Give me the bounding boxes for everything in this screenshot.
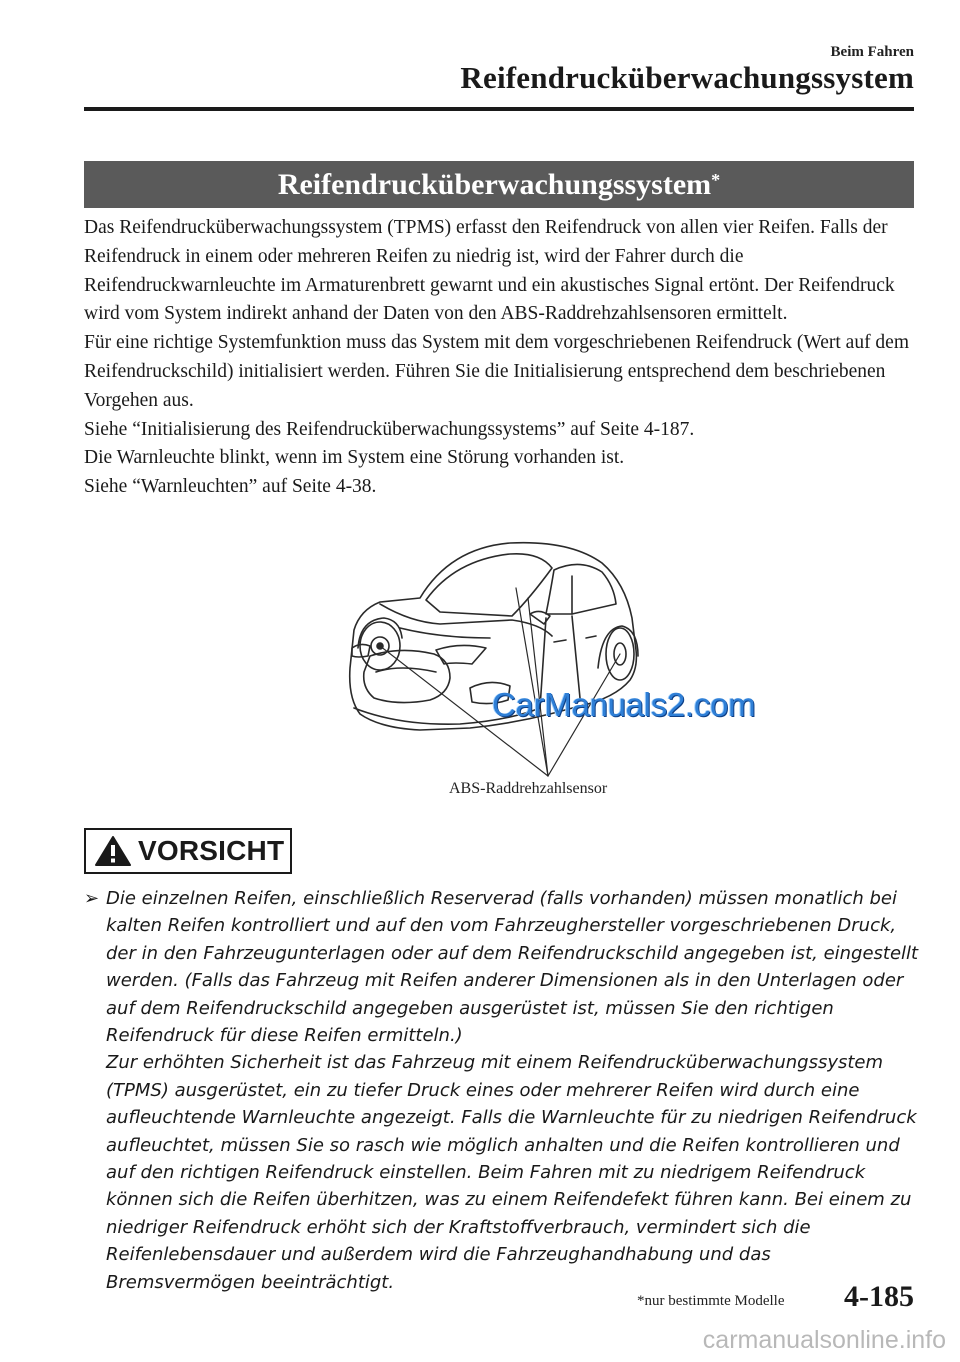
body-paragraph: Für eine richtige Systemfunktion muss das System mit dem vorgeschriebenen Reifendruck (Wert auf dem Reifendruckschild) initialisiert werden. Führen Sie die Initialisierung entsprechend dem beschriebenen Vorgehen aus. xyxy=(84,332,910,411)
caution-label: VORSICHT xyxy=(138,835,285,866)
warning-triangle-icon xyxy=(94,835,132,867)
caution-paragraph: Zur erhöhten Sicherheit ist das Fahrzeug mit einem Reifendrucküberwachungssystem (TPMS) ausgerüstet, ein zu tiefer Druck eines oder mehrerer Reifen wird durch eine aufleuchtende Warnleuchte angezeigt. Falls die Warnleuchte für zu niedrigen Reifendruck aufleuchtet, müssen Sie so rasch wie möglich anhalten und die Reifen kontrollieren und auf den richtigen Reifendruck einstellen. Beim Fahren mit zu niedrigem Reifendruck können sich die Reifen überhitzen, was zu einem Reifendefekt führen kann. Bei einem zu niedriger Reifendruck erhöht sich der Kraftstoffverbrauch, vermindert sich die Reifenlebensdauer und außerdem wird die Fahrzeughandhabung und das Bremsvermögen beeinträchtigt. xyxy=(106,1052,917,1293)
body-paragraph: Siehe “Initialisierung des Reifendrucküberwachungssystems” auf Seite 4-187. xyxy=(84,418,695,440)
body-paragraph: Siehe “Warnleuchten” auf Seite 4-38. xyxy=(84,476,377,498)
optional-marker: * xyxy=(711,170,721,190)
caution-paragraph: Die einzelnen Reifen, einschließlich Reserverad (falls vorhanden) müssen monatlich bei kalten Reifen kontrolliert und auf den vom Fahrzeughersteller vorgeschriebenen Druck, der in den Fahrzeugunterlagen oder auf dem Reifendruckschild angegeben ist, eingestellt werden. (Falls das Fahrzeug mit Reifen anderer Dimensionen als in den Unterlagen oder auf dem Reifendruckschild angegeben ausgerüstet ist, müssen Sie den richtigen Reifendruck für diese Reifen ermitteln.) xyxy=(106,888,919,1047)
watermark: CarManuals2.com xyxy=(492,686,756,723)
header-section: Beim Fahren xyxy=(830,44,914,60)
body-paragraph: Das Reifendrucküberwachungssystem (TPMS) erfasst den Reifendruck von allen vier Reifen. Falls der Reifendruck in einem oder mehreren Reifen zu niedrig ist, wird der Fahrer durch die Reifendruckwarnleuchte im Armaturenbrett gewarnt und ein akustisches Signal ertönt. Der Reifendruck wird vom System indirekt anhand der Daten von den ABS-Raddrehzahlsensoren ermittelt. xyxy=(84,217,895,325)
section-title-bar xyxy=(84,161,914,208)
caution-text xyxy=(84,885,924,1296)
header-title: Reifendrucküberwachungssystem xyxy=(460,60,914,95)
site-footer: carmanualsonline.info xyxy=(702,1326,946,1354)
page-number: 4-185 xyxy=(844,1280,914,1313)
footnote: *nur bestimmte Modelle xyxy=(637,1293,785,1309)
section-title: Reifendrucküberwachungssystem xyxy=(277,167,712,201)
car-illustration xyxy=(340,538,650,788)
body-text xyxy=(84,214,914,502)
arrow-bullet-icon: ➢ xyxy=(84,888,100,909)
caution-badge xyxy=(84,828,292,874)
header-rule xyxy=(84,107,914,111)
figure-label: ABS-Raddrehzahlsensor xyxy=(449,780,608,797)
body-paragraph: Die Warnleuchte blinkt, wenn im System eine Störung vorhanden ist. xyxy=(84,447,625,469)
